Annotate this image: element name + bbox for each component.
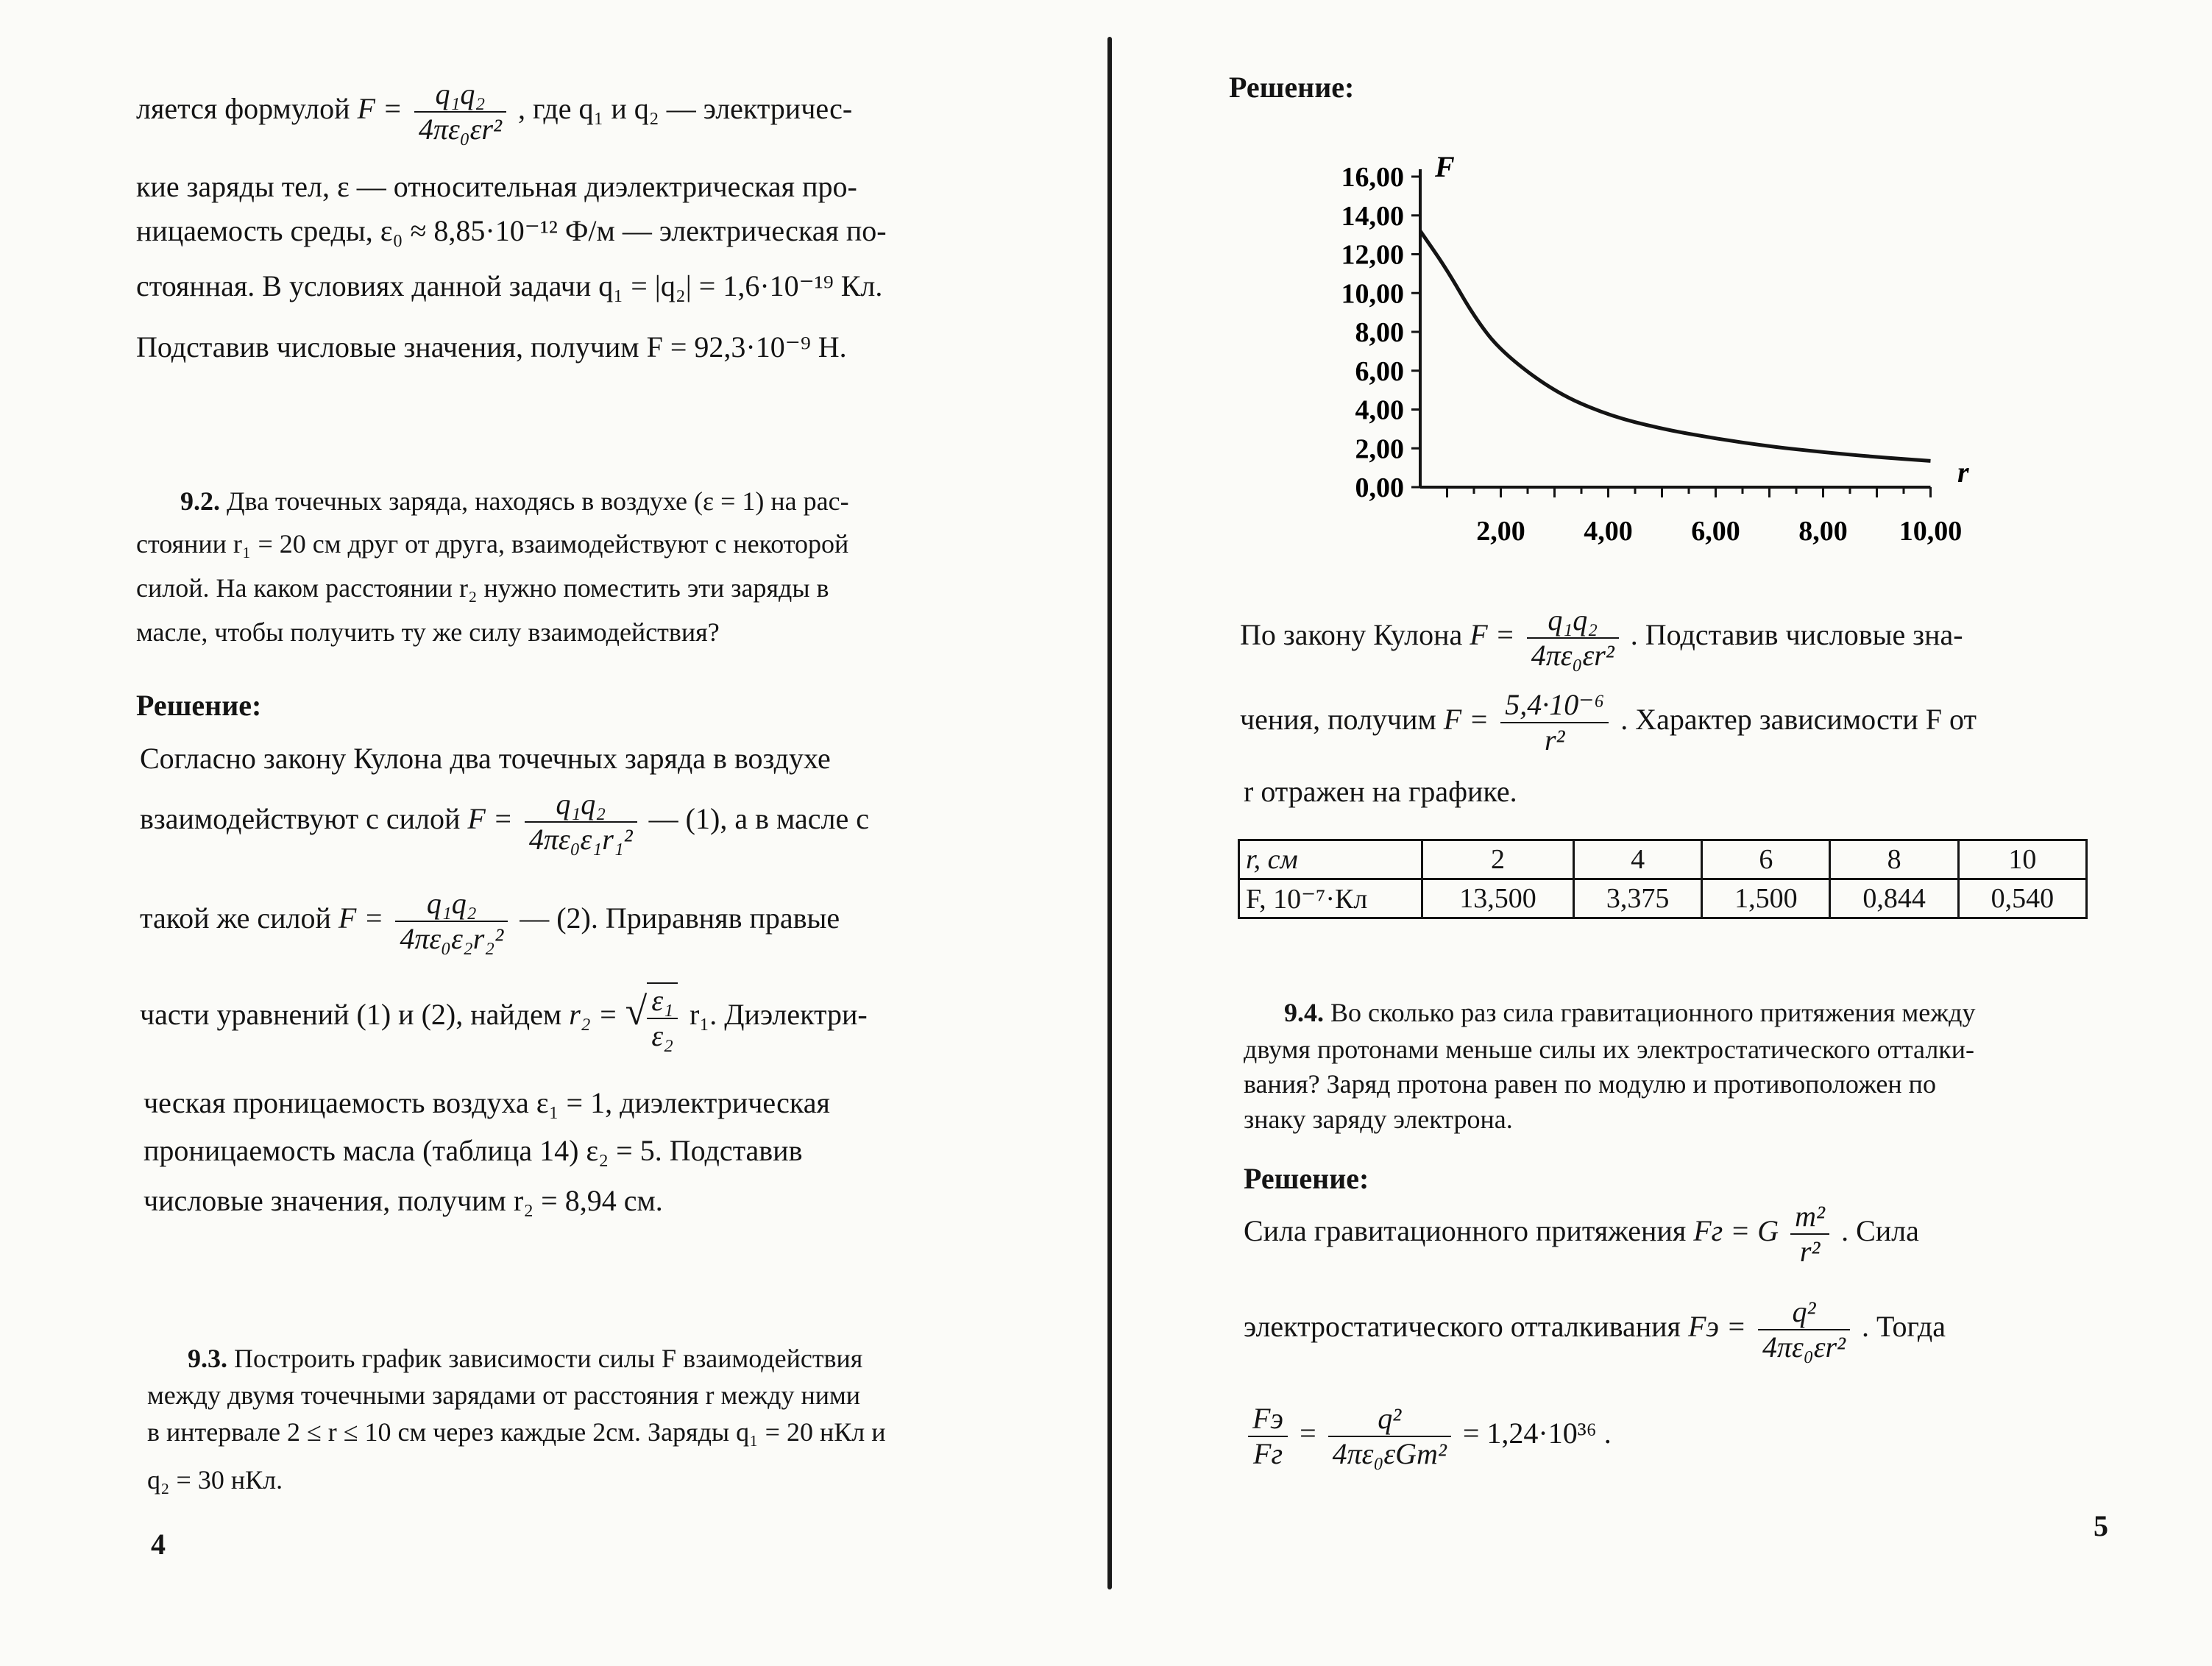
- y-tick-label: 0,00: [1355, 472, 1404, 503]
- formula-fraction: $\frac{Fэ}{Fг}$: [1248, 1402, 1288, 1471]
- text-line: кие заряды тел, ε — относительная диэлектрическая про-: [136, 170, 857, 203]
- table-cell: 4: [1573, 840, 1701, 879]
- table-cell: r, см: [1239, 840, 1422, 879]
- text-line: стоянная. В условиях данной задачи q₁ = |q₂| = 1,6·10⁻¹⁹ Кл.: [136, 269, 883, 302]
- formula-fraction: $\frac{\text{q₁q₂}}{\text{4πε₀ε₁r₁²}}$: [525, 787, 637, 857]
- text-line: ляется формулой F = $\frac{\text{q₁q₂}}{\text{4πε₀εr²}}$ , где q₁ и q₂ — электричес-: [136, 77, 853, 146]
- formula-fraction: $\frac{\text{ε₁}}{\text{ε₂}}$: [647, 982, 678, 1053]
- problem-9-4-line: вания? Заряд протона равен по модулю и противоположен по: [1244, 1069, 1936, 1099]
- text-line: ницаемость среды, ε₀ ≈ 8,85·10⁻¹² Ф/м — электрическая по-: [136, 214, 887, 247]
- solution-line: числовые значения, получим r₂ = 8,94 см.: [143, 1184, 663, 1217]
- coulomb-chart: [1222, 147, 1972, 559]
- solution-line: Согласно закону Кулона два точечных заряда в воздухе: [140, 742, 831, 775]
- chart-y-ticks: [1341, 162, 1421, 503]
- chart-y-label: F: [1435, 150, 1455, 183]
- table-cell: F, 10⁻⁷·Кл: [1239, 879, 1422, 918]
- y-tick-label: 14,00: [1341, 200, 1404, 232]
- solution-line: $\frac{Fэ}{Fг}$ = $\frac{\text{q²}}{\text{4πε₀εGm²}}$ = 1,24·10³⁶ .: [1244, 1402, 1612, 1471]
- formula-fraction: $\frac{\text{m²}}{\text{r²}}$: [1790, 1199, 1829, 1269]
- solution-line: Сила гравитационного притяжения Fг = G $\frac{\text{m²}}{\text{r²}}$ . Сила: [1244, 1199, 1919, 1268]
- problem-9-3-line: q₂ = 30 нКл.: [147, 1465, 283, 1495]
- chart-x-ticks: [1447, 487, 1963, 547]
- problem-9-4-line: двумя протонами меньше силы их электростатического отталки-: [1244, 1035, 1975, 1064]
- text-line: Подставив числовые значения, получим F = 92,3·10⁻⁹ Н.: [136, 330, 847, 364]
- x-tick-label: 10,00: [1899, 516, 1963, 547]
- table-cell: 10: [1958, 840, 2086, 879]
- formula-fraction: $\frac{\text{q₁q₂}}{\text{4πε₀εr²}}$: [414, 77, 506, 146]
- x-tick-label: 2,00: [1476, 516, 1525, 547]
- left-page: [0, 0, 1104, 1666]
- page-number: 4: [151, 1528, 166, 1561]
- table-row: [1239, 879, 2087, 918]
- solution-line: ческая проницаемость воздуха ε₁ = 1, диэлектрическая: [143, 1086, 830, 1119]
- solution-line: электростатического отталкивания Fэ = $\frac{\text{q²}}{\text{4πε₀εr²}}$ . Тогда: [1244, 1295, 1946, 1364]
- y-tick-label: 4,00: [1355, 394, 1404, 426]
- formula-fraction: $\frac{\text{q₁q₂}}{\text{4πε₀εr²}}$: [1527, 603, 1619, 673]
- chart-x-label: r: [1957, 456, 1969, 489]
- chart-axes: [1420, 169, 1931, 487]
- x-tick-label: 6,00: [1691, 516, 1740, 547]
- solution-heading: Решение:: [1244, 1162, 1369, 1195]
- r-f-table: [1238, 839, 2088, 919]
- problem-9-3-line: между двумя точечными зарядами от расстояния r между ними: [147, 1380, 861, 1410]
- table-cell: 0,844: [1830, 879, 1958, 918]
- table-cell: 8: [1830, 840, 1958, 879]
- table-cell: 2: [1422, 840, 1574, 879]
- y-tick-label: 2,00: [1355, 433, 1404, 465]
- formula-fraction: $\frac{\text{q²}}{\text{4πε₀εr²}}$: [1758, 1295, 1850, 1364]
- problem-9-2-line: 9.2. Два точечных заряда, находясь в воздухе (ε = 1) на рас-: [180, 486, 849, 516]
- x-tick-label: 4,00: [1584, 516, 1633, 547]
- problem-9-2-line: стоянии r₁ = 20 см друг от друга, взаимодействуют с некоторой: [136, 529, 849, 559]
- y-tick-label: 6,00: [1355, 355, 1404, 387]
- problem-9-2-line: силой. На каком расстоянии r₂ нужно поместить эти заряды в: [136, 573, 829, 603]
- text-line: По закону Кулона F = $\frac{\text{q₁q₂}}{\text{4πε₀εr²}}$ . Подставив числовые зна-: [1240, 603, 1963, 672]
- solution-line: взаимодействуют с силой F = $\frac{\text{q₁q₂}}{\text{4πε₀ε₁r₁²}}$ — (1), а в масле с: [140, 787, 869, 856]
- table-cell: 0,540: [1958, 879, 2086, 918]
- table-cell: 3,375: [1573, 879, 1701, 918]
- formula-fraction: $\frac{\text{q²}}{\text{4πε₀εGm²}}$: [1328, 1402, 1451, 1471]
- solution-heading: Решение:: [1229, 71, 1355, 104]
- problem-9-4-line: знаку заряду электрона.: [1244, 1105, 1513, 1134]
- problem-9-3-line: в интервале 2 ≤ r ≤ 10 см через каждые 2см. Заряды q₁ = 20 нКл и: [147, 1417, 886, 1447]
- solution-line: такой же силой F = $\frac{\text{q₁q₂}}{\text{4πε₀ε₂r₂²}}$ — (2). Приравняв правые: [140, 887, 840, 955]
- formula-fraction: $\frac{\text{5,4·10⁻⁶}}{\text{r²}}$: [1500, 688, 1609, 757]
- x-tick-label: 8,00: [1798, 516, 1848, 547]
- text-line: r отражен на графике.: [1244, 775, 1517, 808]
- y-tick-label: 8,00: [1355, 317, 1404, 348]
- formula-fraction: $\frac{\text{q₁q₂}}{\text{4πε₀ε₂r₂²}}$: [395, 887, 508, 956]
- y-tick-label: 12,00: [1341, 239, 1404, 271]
- solution-line: проницаемость масла (таблица 14) ε₂ = 5. Подставив: [143, 1134, 803, 1167]
- problem-9-4-line: 9.4. Во сколько раз сила гравитационного притяжения между: [1284, 998, 1976, 1027]
- problem-9-3-line: 9.3. Построить график зависимости силы F взаимодействия: [188, 1344, 863, 1373]
- solution-line: части уравнений (1) и (2), найдем r₂ = √ $\frac{\text{ε₁}}{\text{ε₂}}$ r₁. Диэлектри-: [140, 984, 868, 1052]
- y-tick-label: 10,00: [1341, 278, 1404, 310]
- y-tick-label: 16,00: [1341, 162, 1404, 193]
- chart-series: [1420, 231, 1931, 461]
- text-line: чения, получим F = $\frac{\text{5,4·10⁻⁶}}{\text{r²}}$ . Характер зависимости F от: [1240, 688, 1977, 756]
- solution-heading: Решение:: [136, 689, 262, 722]
- table-cell: 13,500: [1422, 879, 1574, 918]
- problem-9-2-line: масле, чтобы получить ту же силу взаимодействия?: [136, 617, 720, 647]
- page-number: 5: [2094, 1509, 2108, 1542]
- series-line-f-of-r: [1420, 231, 1931, 461]
- table-row: [1239, 840, 2087, 879]
- table-cell: 1,500: [1702, 879, 1830, 918]
- table-cell: 6: [1702, 840, 1830, 879]
